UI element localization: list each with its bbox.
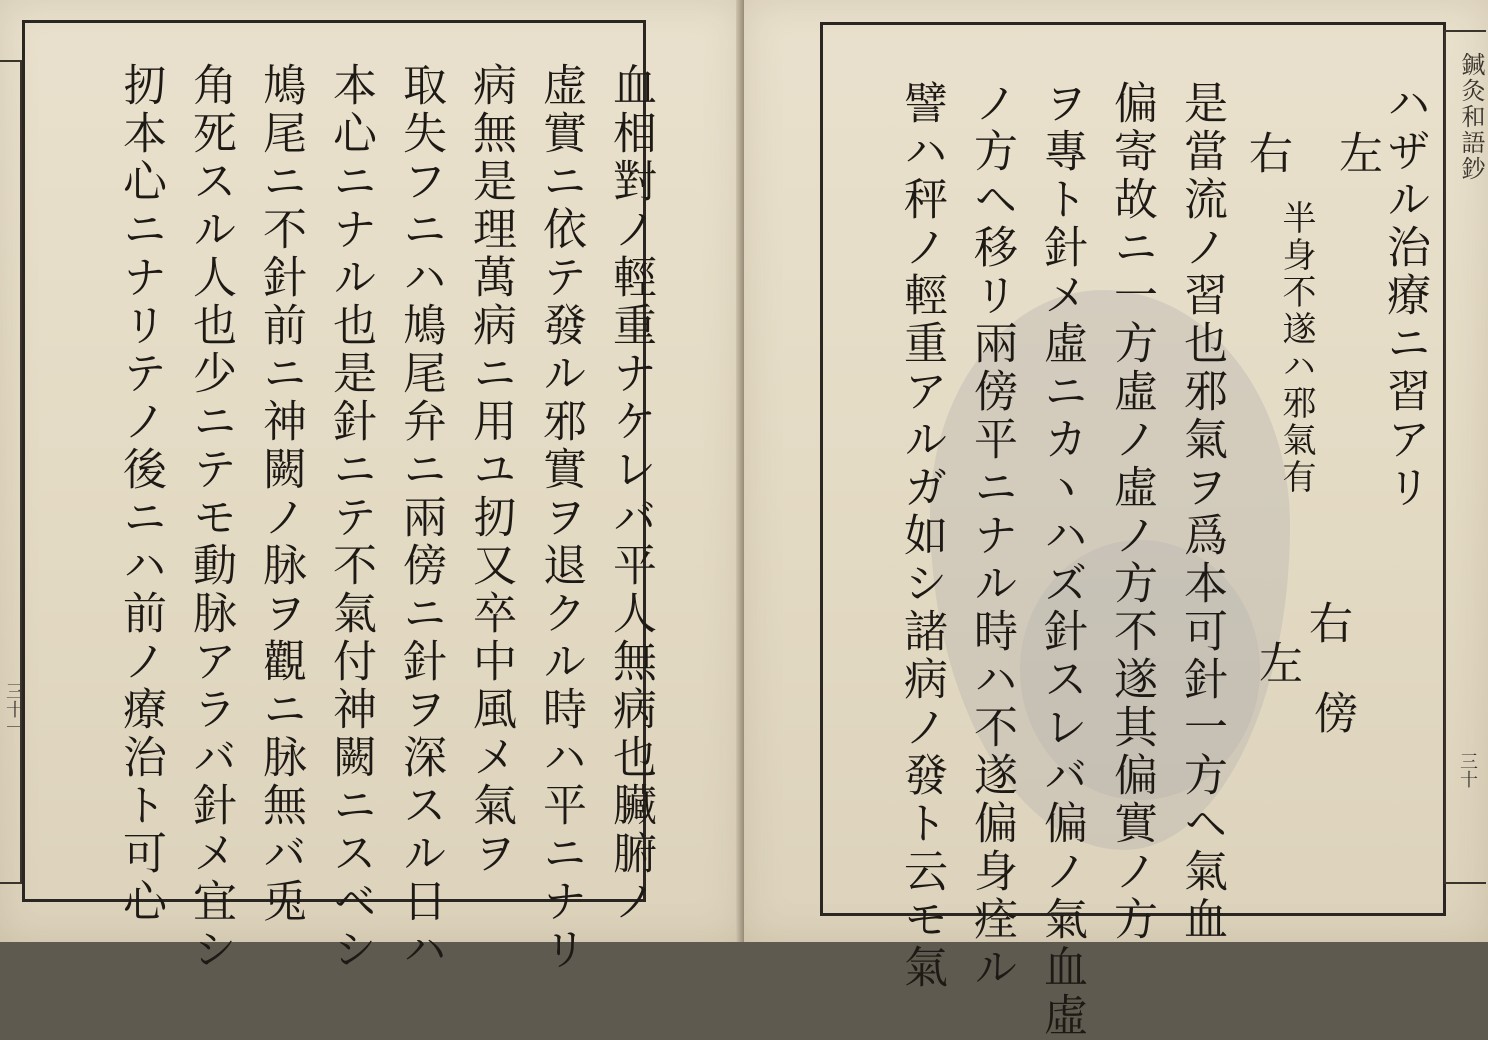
right-column-6: 譬ハ秤ノ輕重アルガ如シ諸病ノ發ト云モ氣 [896, 80, 947, 992]
right-page [744, 0, 1488, 1040]
left-column-8: 扨本心ニナリテノ後ニハ前ノ療治ト可心 [115, 62, 166, 926]
left-page [0, 0, 742, 974]
diagram-label-right-bottom: 右 [1301, 600, 1352, 644]
left-column-1: 血相對ノ輕重ナケレバ平人無病也臟腑ノ [605, 62, 656, 926]
diagram-label-left-bottom: 左 [1251, 640, 1302, 684]
left-page-margin [0, 60, 22, 884]
diagram-label-side: 傍 [1306, 690, 1357, 734]
left-column-6: 鳩尾ニ不針前ニ神闕ノ脉ヲ觀ニ脉無バ兎 [255, 62, 306, 926]
right-column-1: ハザル治療ニ習アリ [1379, 80, 1430, 512]
right-page-number: 三十 [1457, 752, 1478, 788]
right-column-2: 是當流ノ習也邪氣ヲ爲本可針一方ヘ氣血 [1176, 80, 1227, 944]
running-title: 鍼灸和語鈔 [1457, 52, 1485, 182]
left-column-7: 角死スル人也少ニテモ動脉アラバ針メ宜シ [185, 62, 236, 974]
diagram-center-text: 半身不遂ハ邪氣有 [1276, 200, 1316, 496]
left-column-5: 本心ニナル也是針ニテ不氣付神闕ニスベシ [325, 62, 376, 974]
diagram-label-right-top: 右 [1241, 130, 1292, 174]
right-column-5: ノ方ヘ移リ兩傍平ニナル時ハ不遂偏身痊ル [966, 80, 1017, 992]
right-page-margin [1444, 30, 1486, 884]
left-column-3: 病無是理萬病ニ用ユ扨又卒中風メ氣ヲ [465, 62, 516, 878]
diagram-label-left-top: 左 [1331, 130, 1382, 174]
left-column-4: 取失フニハ鳩尾弁ニ兩傍ニ針ヲ深スル日ハ [395, 62, 446, 974]
right-column-3: 偏寄故ニ一方虛ノ虛ノ方不遂其偏實ノ方 [1106, 80, 1157, 944]
left-column-2: 虚實ニ依テ發ル邪實ヲ退クル時ハ平ニナリ [535, 62, 586, 974]
left-page-number: 三十一 [3, 682, 24, 736]
right-column-4: ヲ專ト針メ虛ニカヽハズ針スレバ偏ノ氣血虛 [1036, 80, 1087, 1040]
